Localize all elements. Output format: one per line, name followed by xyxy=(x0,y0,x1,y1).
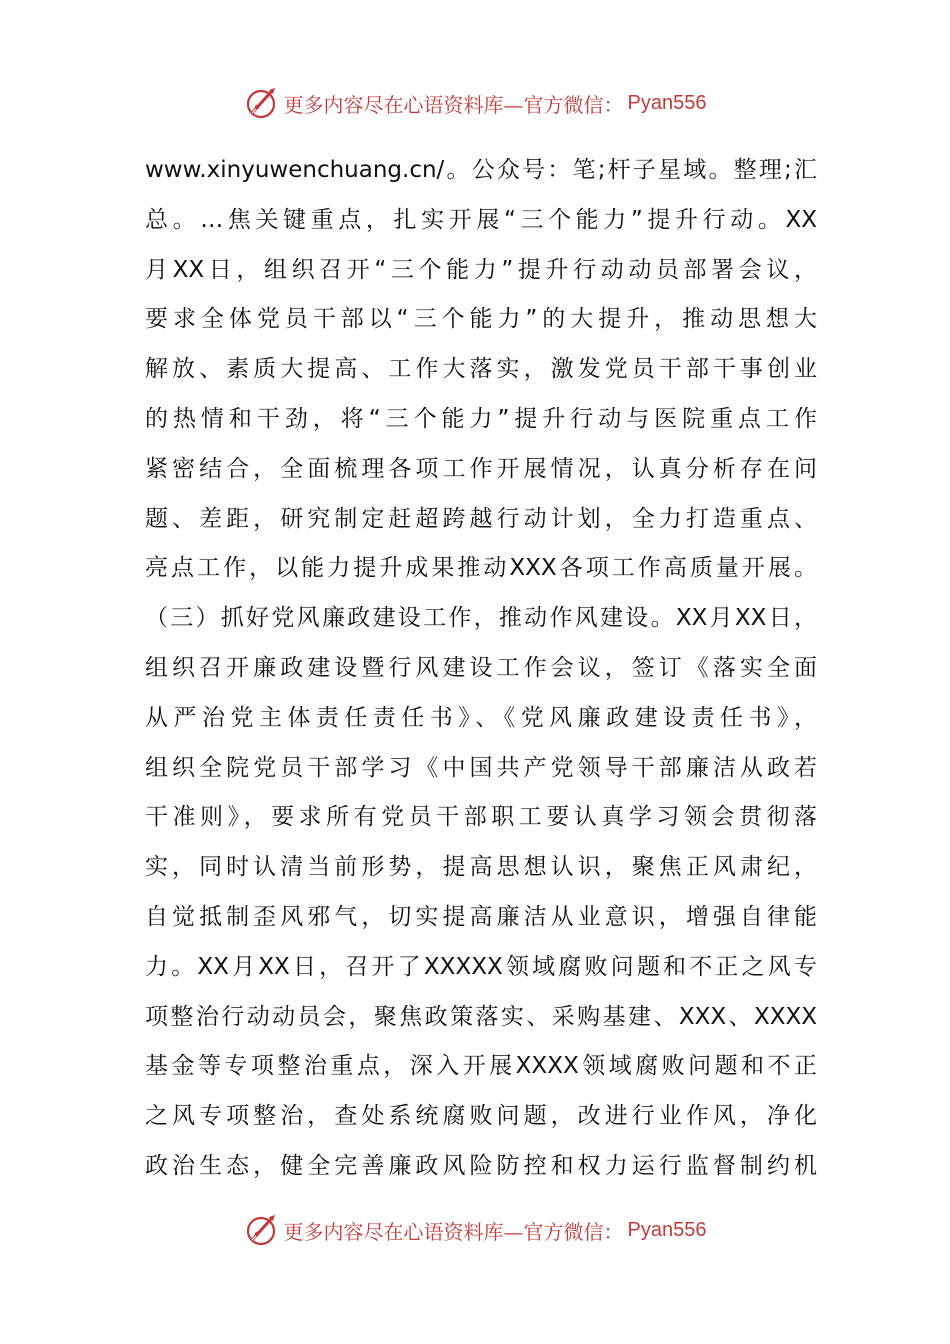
text-line: 政治生态，健全完善廉政风险防控和权力运行监督制约机 xyxy=(145,1152,817,1179)
pen-seal-icon xyxy=(244,1212,280,1248)
text-line: 项整治行动动员会，聚焦政策落实、采购基建、XXX、XXXX xyxy=(145,1003,817,1030)
pen-seal-icon xyxy=(244,85,280,121)
watermark-wechat-id: Pyan556 xyxy=(627,1218,707,1241)
watermark-text: 更多内容尽在心语资料库—官方微信： xyxy=(283,92,624,117)
header-watermark xyxy=(0,80,950,126)
text-line: （三）抓好党风廉政建设工作，推动作风建设。XX月XX日， xyxy=(145,605,817,632)
text-line: www.xinyuwenchuang.cn/。公众号：笔;杆子星域。整理;汇 xyxy=(145,157,817,183)
text-line: 自觉抵制歪风邪气，切实提高廉洁从业意识，增强自律能 xyxy=(145,903,817,930)
text-line: 组织召开廉政建设暨行风建设工作会议，签订《落实全面 xyxy=(145,654,817,681)
text-line: 实，同时认清当前形势，提高思想认识，聚焦正风肃纪， xyxy=(145,854,817,881)
text-line: 要求全体党员干部以“三个能力”的大提升，推动思想大 xyxy=(145,306,817,333)
document-body xyxy=(145,146,817,1192)
text-line: 组织全院党员干部学习《中国共产党领导干部廉洁从政若 xyxy=(145,754,817,781)
footer-watermark xyxy=(0,1207,950,1253)
text-line: 基金等专项整治重点，深入开展XXXX领域腐败问题和不正 xyxy=(145,1053,817,1080)
text-line: 从严治党主体责任责任书》、《党风廉政建设责任书》， xyxy=(145,704,817,731)
text-line: 总。…焦关键重点，扎实开展“三个能力”提升行动。XX xyxy=(145,206,817,233)
text-line: 月XX日，组织召开“三个能力”提升行动动员部署会议， xyxy=(145,256,817,283)
text-line: 干准则》，要求所有党员干部职工要认真学习领会贯彻落 xyxy=(145,804,817,831)
text-line: 解放、素质大提高、工作大落实，激发党员干部干事创业 xyxy=(145,356,817,383)
text-line: 题、差距，研究制定赶超跨越行动计划，全力打造重点、 xyxy=(145,505,817,532)
text-line: 的热情和干劲，将“三个能力”提升行动与医院重点工作 xyxy=(145,405,817,432)
text-line: 力。XX月XX日，召开了XXXXX领域腐败问题和不正之风专 xyxy=(145,953,817,980)
text-line: 紧密结合，全面梳理各项工作开展情况，认真分析存在问 xyxy=(145,455,817,482)
text-line: 之风专项整治，查处系统腐败问题，改进行业作风，净化 xyxy=(145,1103,817,1130)
text-line: 亮点工作，以能力提升成果推动XXX各项工作高质量开展。 xyxy=(145,555,817,582)
watermark-wechat-id: Pyan556 xyxy=(627,91,707,114)
watermark-text: 更多内容尽在心语资料库—官方微信： xyxy=(283,1219,624,1244)
